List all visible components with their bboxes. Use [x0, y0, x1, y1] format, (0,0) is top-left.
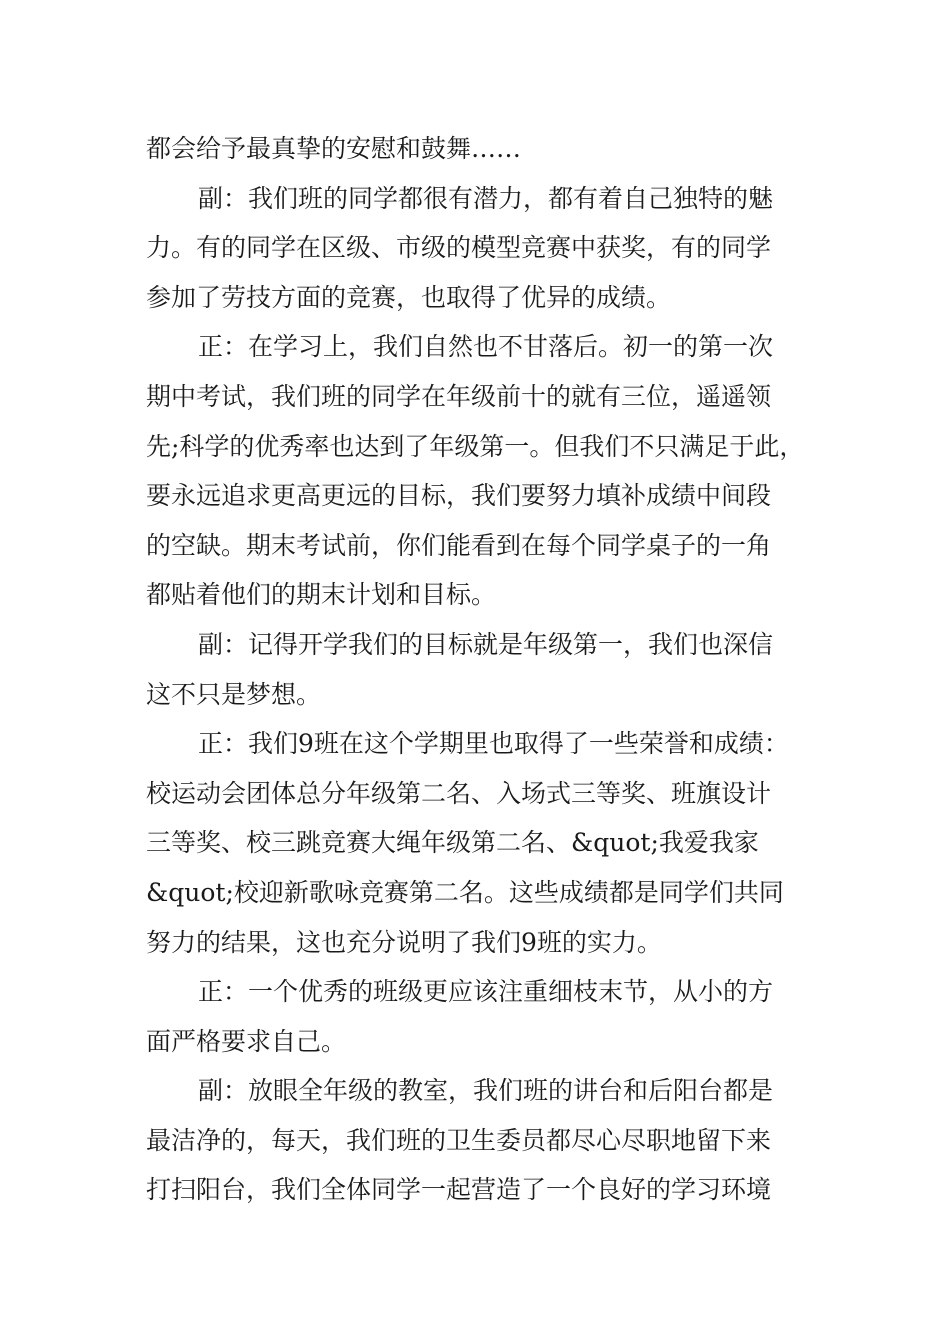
text-line: 校运动会团体总分年级第二名、入场式三等奖、班旗设计	[146, 778, 772, 808]
text-line: 副：记得开学我们的目标就是年级第一，我们也深信	[198, 629, 774, 659]
text-line: 正：一个优秀的班级更应该注重细枝末节，从小的方	[198, 977, 774, 1007]
text-line: 期中考试，我们班的同学在年级前十的就有三位，遥遥领	[146, 381, 772, 411]
paragraph-5	[146, 719, 826, 967]
text-line: 努力的结果，这也充分说明了我们9班的实力。	[146, 927, 662, 957]
text-line: &quot;校迎新歌咏竞赛第二名。这些成绩都是同学们共同	[146, 877, 784, 907]
text-line: 副：放眼全年级的教室，我们班的讲台和后阳台都是	[198, 1076, 774, 1106]
text-line: 这不只是梦想。	[146, 679, 322, 709]
text-line: 正：我们9班在这个学期里也取得了一些荣誉和成绩：	[198, 729, 789, 759]
text-line: 力。有的同学在区级、市级的模型竞赛中获奖，有的同学	[146, 233, 772, 263]
document-body	[146, 124, 826, 1215]
paragraph-3	[146, 322, 826, 620]
text-line: 面严格要求自己。	[146, 1026, 347, 1056]
text-line: 都会给予最真挚的安慰和鼓舞……	[146, 134, 522, 163]
text-line: 要永远追求更高更远的目标，我们要努力填补成绩中间段	[146, 481, 772, 511]
text-line: 最洁净的，每天，我们班的卫生委员都尽心尽职地留下来	[146, 1125, 772, 1155]
paragraph-6	[146, 967, 826, 1066]
paragraph-1	[146, 124, 826, 174]
text-line: 副：我们班的同学都很有潜力，都有着自己独特的魅	[198, 183, 774, 213]
text-line: 都贴着他们的期末计划和目标。	[146, 580, 497, 610]
text-line: 正：在学习上，我们自然也不甘落后。初一的第一次	[198, 332, 774, 362]
text-line: 三等奖、校三跳竞赛大绳年级第二名、&quot;我爱我家	[146, 828, 759, 858]
text-line: 参加了劳技方面的竞赛，也取得了优异的成绩。	[146, 282, 672, 312]
text-line: 的空缺。期末考试前，你们能看到在每个同学桌子的一角	[146, 530, 772, 560]
text-line: 先;科学的优秀率也达到了年级第一。但我们不只满足于此，	[146, 431, 805, 461]
text-line: 打扫阳台，我们全体同学一起营造了一个良好的学习环境	[146, 1175, 772, 1205]
paragraph-7	[146, 1066, 826, 1215]
paragraph-4	[146, 620, 826, 719]
paragraph-2	[146, 174, 826, 323]
